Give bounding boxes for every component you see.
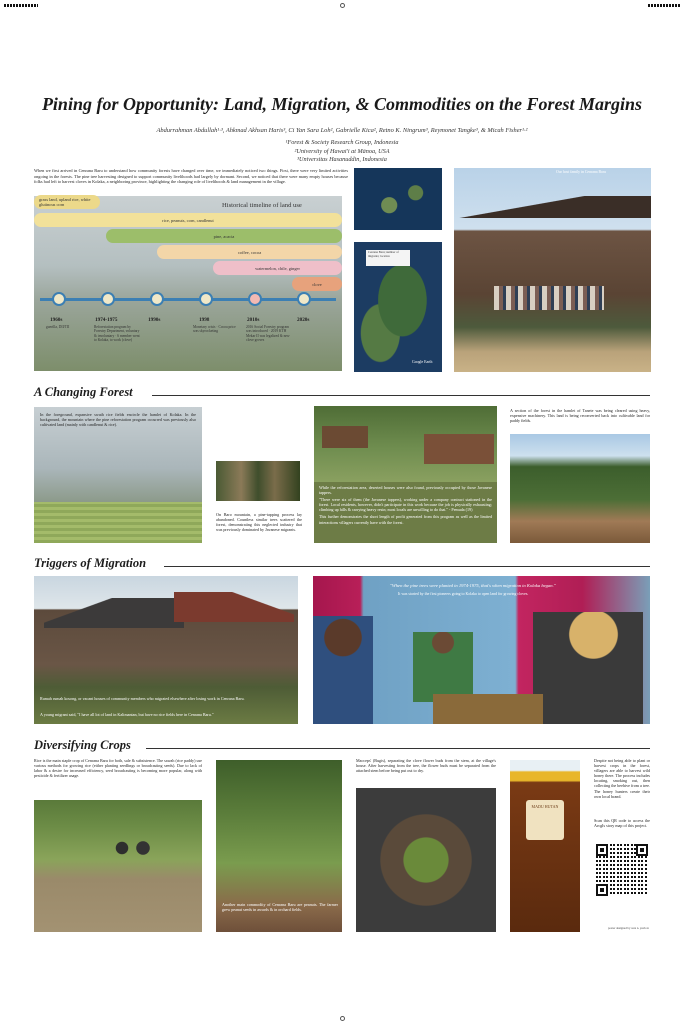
timeline-node — [248, 292, 262, 306]
honey-bottle-photo — [510, 760, 580, 932]
migration-caption-1: Rumah rumah kosong, or vacant houses of community members who migrated elsewhere after losing work in Cenrana Baru. — [40, 696, 245, 701]
poster-title: Pining for Opportunity: Land, Migration, & Commodities on the Forest Margins — [41, 94, 643, 114]
qr-code[interactable] — [596, 844, 648, 896]
rice-fields-photo — [34, 407, 202, 543]
intro-paragraph: When we first arrived in Cenrana Baru to understand how community forests have changed over time, we immediately noticed two things. First, there were very limited activities ongoing in the forests. The pine tree harvesting designed to support community livelihoods had largely by dormant. Second, we noticed that there were many empty houses because folks had left to harvest cloves in Kolaka, a neighboring province, highlighting the changing role of livelihoods & land management in the village. — [34, 168, 348, 185]
affiliation: ³Universitas Hasanuddin, Indonesia — [297, 156, 387, 164]
map-legend: Cenrana Baru; number of migrants; location — [366, 250, 410, 266]
timeline-note: 2016 Social Forestry program was introduced · 2019 KTH Mekar II was legalized & new clove groves — [246, 325, 290, 343]
honey-label: MADU HUTAN — [526, 800, 564, 840]
section-heading-crops: Diversifying Crops — [34, 738, 131, 752]
host-family-photo — [454, 168, 651, 372]
forest-caption-1: In the foreground, expansive swath rice fields encircle the hamlet of Kolaka. In the background, the mountain where the pine reforestation program occurred was previously also cultivated land (mainly with candlenut & rice). — [40, 412, 196, 428]
registration-mark — [340, 1016, 345, 1021]
timeline-bar: watermelon, chile, ginger — [213, 261, 342, 275]
timeline-decade: 1998 — [199, 317, 210, 323]
affiliation: ²University of Hawai'i at Mānoa, USA — [294, 147, 390, 155]
timeline-bar: coffee, cocoa — [157, 245, 342, 259]
section-heading-migration: Triggers of Migration — [34, 556, 147, 570]
crops-caption-1: Rice is the main staple crop of Cenrana Baru for both, sale & subsistence. The sawah (rice paddy) use various methods for growing rice (either planting seedlings or broadcasting seeds). Due to lack of labor & a desire for increased efficiency, seed broadcasting is becoming more popular, along with pesticide & fertilizer usage. — [34, 758, 202, 779]
footer-credit: poster designed by sara n. yeah al. — [608, 926, 650, 930]
timeline-node — [52, 292, 66, 306]
timeline-bar: clove — [292, 277, 342, 291]
forest-caption-4: A section of the forest in the hamlet of Tanete was being cleared using heavy, expensive machinery. This land is being reconverted back into cultivable land for paddy fields. — [510, 408, 650, 424]
migration-quote: "When the pine trees were planted in 1974-1975, that's when migration to Kolaka began." — [390, 583, 556, 588]
migration-caption-2: A young migrant said, "I have all lot of land in Kalimantan, but have no rice fields here in Cenrana Baru." — [40, 712, 214, 717]
host-family-caption: Our host family in Cenrana Baru — [556, 170, 606, 174]
timeline-note: Reforestation program by Forestry Department, voluntary & involuntary · 6 member went to Kolaka, to work (clove) — [94, 325, 140, 343]
author-list: Abdurrahman Abdullah¹·³, Ahkmad Akhsan Haris³, Ci Yan Sara Loh², Gabrielle Kica², Retno K. Ningrum³, Reymonet Tangke³, & Micah Fisher¹·² — [156, 127, 528, 134]
section-divider — [146, 748, 650, 749]
registration-mark — [340, 3, 345, 8]
timeline-bar: grass land, upland rice, white glutinous corn — [34, 195, 100, 209]
qr-finder — [596, 844, 608, 856]
forest-caption-3-box — [314, 482, 497, 543]
crops-caption-3: Macceps' (Bugis), separating the clove flower buds from the stem, at the village's house. After harvesting from the tree, the flower buds must be separated from the attached stem before being put out to dry. — [356, 758, 496, 774]
timeline-decade: 1960s — [50, 317, 63, 323]
timeline-note: guerilla, DII/TII — [46, 325, 70, 329]
timeline-decade: 1990s — [148, 317, 161, 323]
qr-finder — [596, 884, 608, 896]
migration-quote-note: It was started by the first pioneers going to Kolaka to open land for growing cloves. — [398, 592, 529, 596]
forest-quote: "There were six of them (the Javanese tappers), working under a company contract stationed in the forest. Local residents, however, didn't participate in this work because the job is physically exhausting; climbing up hills & carrying heavy resin; most locals are unwilling to do that." - Pemuda (19) — [319, 497, 492, 513]
section-heading-forest: A Changing Forest — [34, 385, 133, 399]
map-caption: Google Earth — [412, 360, 433, 364]
timeline-note: Monetary crisis · Cocoa price was skyrocketing — [193, 325, 236, 334]
timeline-node — [297, 292, 311, 306]
timeline-axis — [40, 298, 336, 301]
qr-instruction: Scan this QR code to access the ArcgIs story map of this project. — [594, 818, 650, 829]
timeline-bar: pine, acacia — [106, 229, 342, 243]
timeline-decade: 1974-1975 — [95, 317, 118, 323]
affiliation: ¹Forest & Society Research Group, Indonesia — [285, 139, 399, 146]
timeline-bar: rice, peanuts, corn, candlenut — [34, 213, 342, 227]
qr-finder — [636, 844, 648, 856]
affiliation-list — [0, 139, 684, 165]
crops-caption-4: Despite not being able to plant or harvest crops in the forest, villagers are able to harvest wild honey there. The process includes locating, smoking out, then collecting the beehive from a tree. The honey hunters create their own local brand. — [594, 758, 650, 799]
crops-caption-2: Another main commodity of Cenrana Baru are peanuts. The farmer grew peanut seeds in awards & in orchard fields. — [222, 902, 338, 913]
timeline-decade: 2020s — [297, 317, 310, 323]
vacant-houses-photo — [34, 576, 298, 724]
print-color-strip — [4, 4, 38, 7]
timeline-decade: 2010s — [247, 317, 260, 323]
clove-separation-photo — [356, 788, 496, 932]
section-divider — [152, 395, 650, 396]
forest-clearing-photo — [510, 434, 650, 543]
timeline-node — [101, 292, 115, 306]
pine-tapping-photo — [216, 461, 300, 501]
rice-paddy-photo — [34, 800, 202, 932]
regional-map — [354, 168, 442, 230]
deserted-houses-photo — [314, 406, 497, 482]
forest-caption-2: On Baro mountain, a pine-tapping process lay abandoned. Countless similar trees scattered the forest, demonstrating this neglected industry that was previously dominated by Javanese migrants. — [216, 512, 302, 533]
forest-caption-3a: While the reforestation area, deserted houses were also found, previously occupied by those Javanese tappers. — [319, 485, 492, 496]
timeline-title: Historical timeline of land use — [222, 202, 302, 209]
print-color-strip — [648, 4, 680, 7]
timeline-node — [150, 292, 164, 306]
timeline-node — [199, 292, 213, 306]
forest-caption-3c: This further demonstrates the short length of profit generated from this program as well as the limited interactions villagers currently have with the forest. — [319, 514, 492, 525]
interview-photo — [313, 576, 650, 724]
section-divider — [164, 566, 650, 567]
